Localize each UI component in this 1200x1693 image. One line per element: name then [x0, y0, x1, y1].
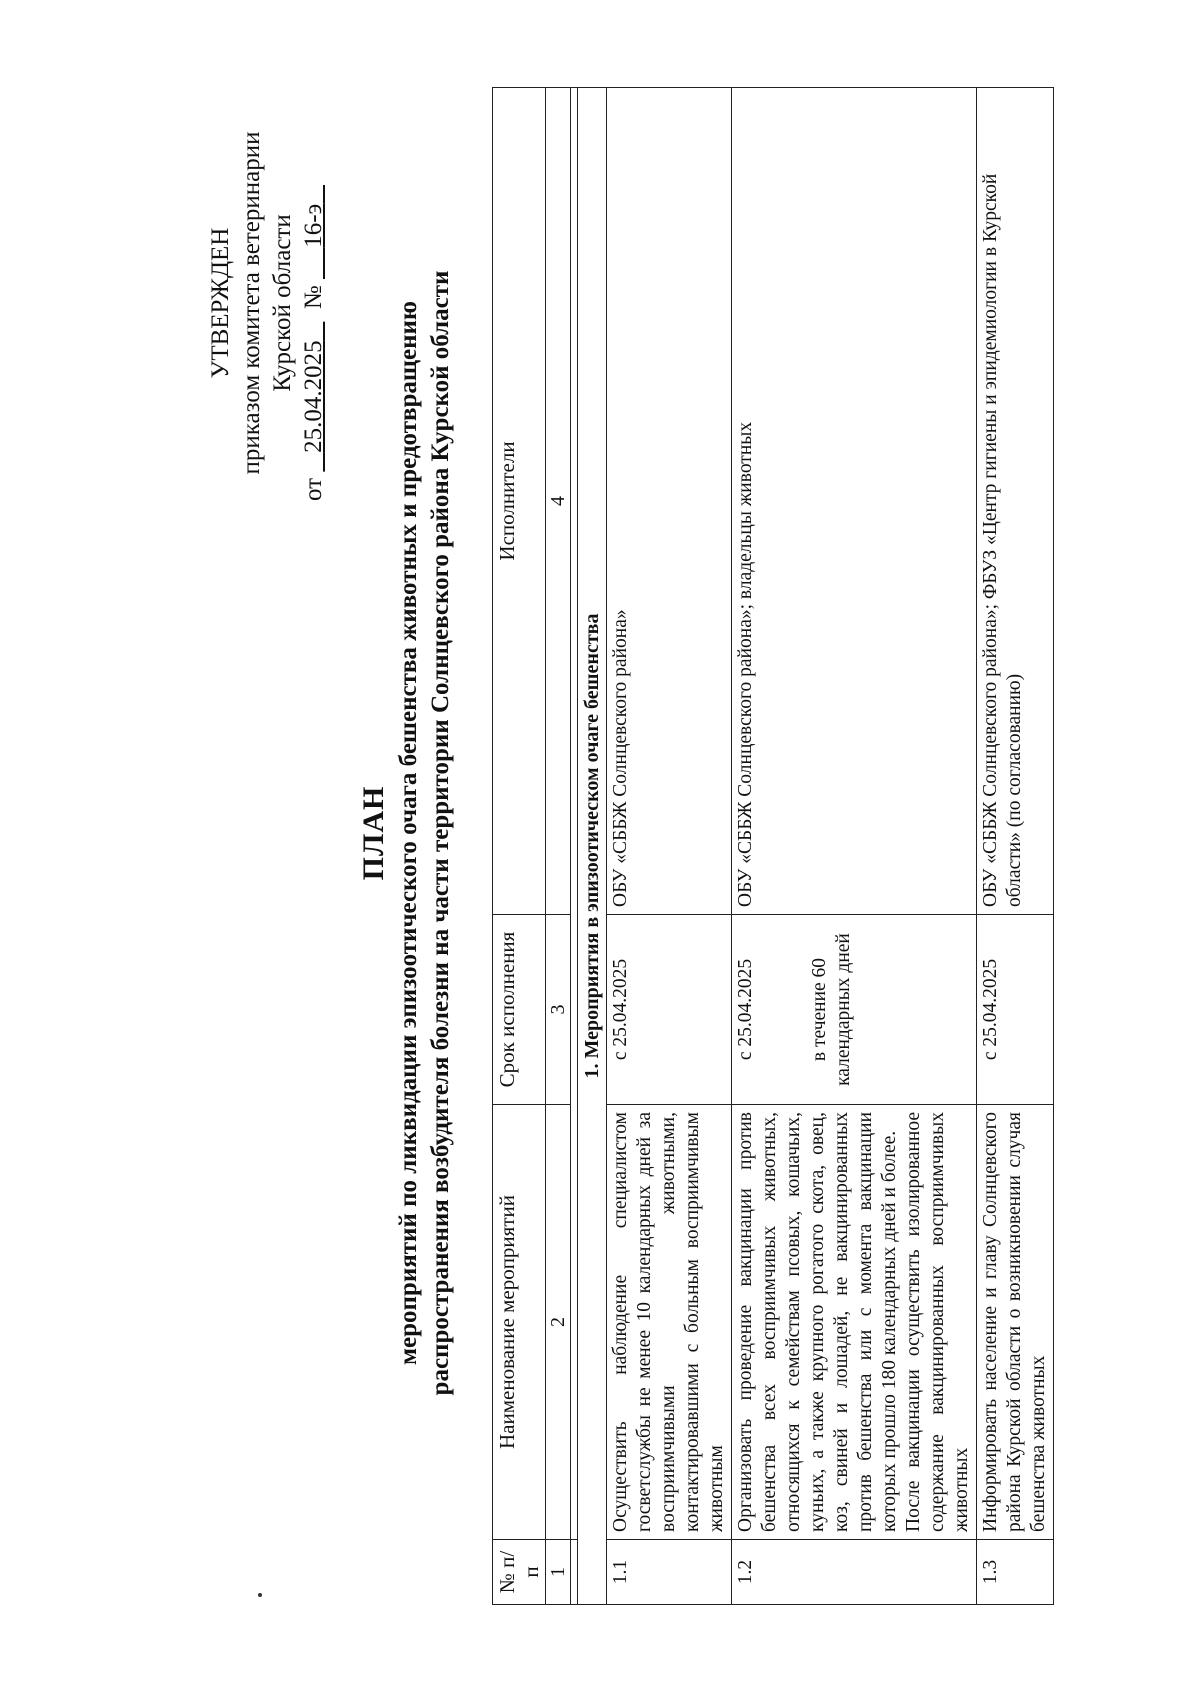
table-row [732, 88, 977, 1605]
title-plan: ПЛАН [357, 785, 390, 881]
approval-order-line: приказом комитета ветеринарии [238, 131, 265, 475]
approval-date: 25.04.2025 [300, 340, 327, 453]
row-executors: ОБУ «СББЖ Солнцевского района»; владельцы животных [732, 88, 977, 915]
section-heading-row [578, 88, 607, 1605]
title-line-1: мероприятий по ликвидации эпизоотического очага бешенства животных и предотвращению [395, 301, 422, 1366]
row-executors: ОБУ «СББЖ Солнцевского района» [607, 88, 732, 915]
row-term: с 25.04.2025 в течение 60 календарных дней [732, 915, 977, 1105]
row-measure: Организовать проведение вакцинации против бешенства всех восприимчивых животных, относящихся к семействам псовых, кошачьих, куньих, а также крупного рогатого скота, овец, коз, свиней и лошадей, не вакцинированных против бешенства или с момента вакцинации которых прошло 180 календарных дней и более. После вакцинации осуществить изолированное содержание вакцинированных восприимчивых животных [732, 1105, 977, 1540]
header-name: Наименование мероприятий [493, 1105, 546, 1540]
title-line-2: распространения возбудителя болезни на части территории Солнцевского района Курской области [427, 270, 454, 1396]
section-1-heading: 1. Мероприятия в эпизоотическом очаге бешенства [578, 88, 607, 1605]
header-term: Срок исполнения [493, 915, 546, 1105]
column-number-row: 1 2 3 4 [546, 88, 571, 1605]
table-header-row [493, 88, 546, 1605]
table-row [977, 88, 1054, 1605]
row-number: 1.3 [977, 1540, 1054, 1605]
document-title [355, 113, 457, 1553]
row-term: с 25.04.2025 [607, 915, 732, 1105]
row-measure: Информировать население и главу Солнцевского района Курской области о возникновении случая бешенства животных [977, 1105, 1054, 1540]
scan-speck [258, 1593, 262, 1597]
table-row [607, 88, 732, 1605]
approval-date-number: от 25.04.2025 № 16-э [300, 203, 327, 501]
row-measure: Осуществить наблюдение специалистом госветслужбы не менее 10 календарных дней за восприимчивыми животными, контактировавшими с больным восприимчивым животным [607, 1105, 732, 1540]
approval-region: Курской области [269, 214, 296, 392]
approval-heading: УТВЕРЖДЕН [207, 227, 234, 379]
header-executors: Исполнители [493, 88, 546, 915]
approval-stamp [205, 93, 329, 513]
plan-table [492, 87, 1054, 1605]
spacer-row [571, 88, 578, 1605]
row-term: с 25.04.2025 [977, 915, 1054, 1105]
approval-number: 16-э [300, 203, 327, 248]
row-number: 1.1 [607, 1540, 732, 1605]
header-num: № п/п [493, 1540, 546, 1605]
row-executors: ОБУ «СББЖ Солнцевского района»; ФБУЗ «Центр гигиены и эпидемиологии в Курской области» (по согласованию) [977, 88, 1054, 915]
row-number: 1.2 [732, 1540, 977, 1605]
